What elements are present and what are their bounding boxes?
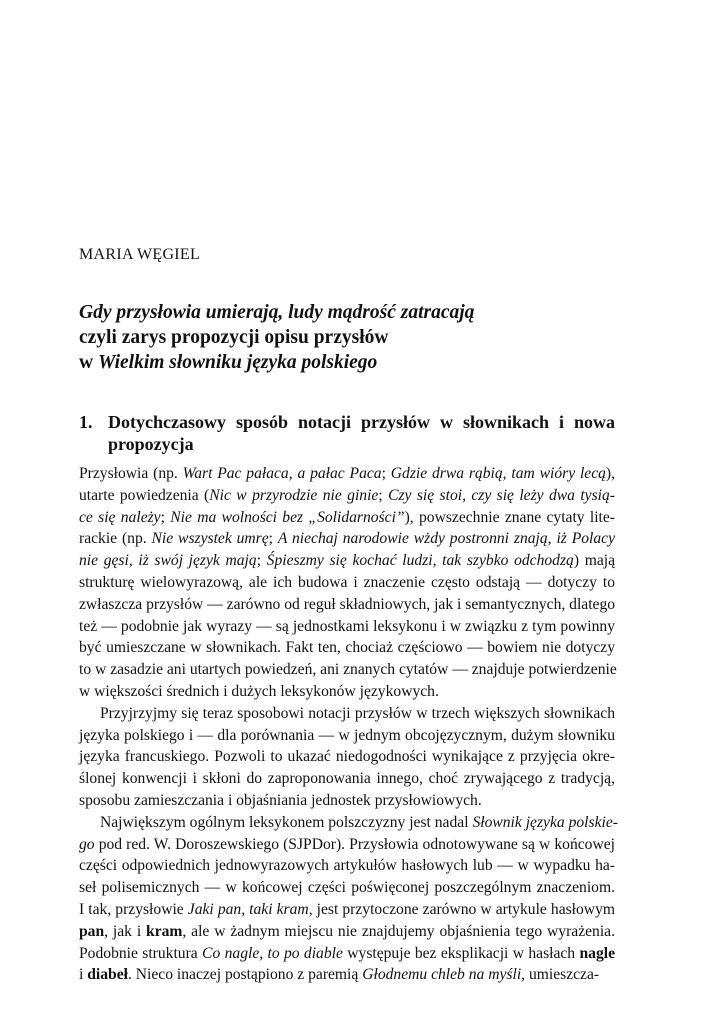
paragraph xyxy=(79,703,615,812)
text-line xyxy=(79,812,618,834)
text-line xyxy=(79,463,615,485)
text-line xyxy=(79,834,615,856)
text-run: Czy się stoi, czy się leży dwa tysią- xyxy=(388,486,615,504)
text-run: Słownik języka polskie- xyxy=(472,813,618,831)
text-run: i xyxy=(79,966,88,984)
text-run: ; xyxy=(378,486,389,504)
text-run: Głodnemu chleb na myśli xyxy=(362,966,522,984)
article-title xyxy=(79,300,615,375)
text-run: , jest przytoczone zarówno w artykule hasłowym xyxy=(308,900,615,918)
text-run: języka francuskiego. Pozwoli to ukazać niedogodności wynikające z przyjęcia okre- xyxy=(79,748,615,766)
text-line xyxy=(79,681,615,703)
text-line xyxy=(79,485,615,507)
section-title: Dotychczasowy sposób notacji przysłów w słownikach i nowa propozycja xyxy=(108,412,615,454)
text-run: w większości średnich i dużych leksykonów językowych. xyxy=(79,682,439,700)
title-line-2: czyli zarys propozycji opisu przysłów xyxy=(79,327,389,348)
text-run: Nie wszystek umrę xyxy=(151,530,269,548)
text-run: rackie (np. xyxy=(79,530,152,548)
text-run: Wart Pac pałaca, a pałac Paca xyxy=(182,465,382,482)
title-line-1: Gdy przysłowia umierają, ludy mądrość zatracają xyxy=(79,302,475,323)
text-run: pan xyxy=(79,922,105,940)
text-run: ce się należy xyxy=(79,508,161,526)
text-run: kram xyxy=(146,922,183,940)
text-line xyxy=(79,616,615,638)
text-line xyxy=(79,921,615,943)
text-run: seł polisemicznych — w końcowej części poświęconej poszczególnym znaczeniom. xyxy=(79,879,615,897)
text-line xyxy=(79,637,615,659)
text-run: to w zasadzie ani utartych powiedzeń, ani znanych cytatów — znajduje potwierdzenie xyxy=(79,661,617,679)
text-line xyxy=(79,703,615,725)
text-run: ), xyxy=(605,465,616,482)
text-run: ; xyxy=(381,465,391,482)
paragraph xyxy=(79,463,615,703)
text-run: Nic w przyrodzie nie ginie xyxy=(209,486,379,504)
title-line-3-prefix: w xyxy=(79,352,98,373)
text-run: I tak, przysłowie xyxy=(79,900,188,918)
text-run: Przysłowia (np. xyxy=(79,465,183,482)
text-run: Gdzie drwa rąbią, tam wióry lecą xyxy=(390,465,606,482)
text-run: nagle xyxy=(579,944,615,962)
text-run: nie gęsi, iż swój język mają xyxy=(79,552,257,570)
text-run: , umieszcza- xyxy=(521,966,600,984)
text-line xyxy=(79,855,615,877)
text-run: diabeł xyxy=(87,966,128,984)
text-run: pod red. W. Doroszewskiego (SJPDor). Przysłowia odnotowywane są w końcowej xyxy=(94,835,615,853)
text-run: ), powszechnie znane cytaty lite- xyxy=(404,508,615,526)
section-number: 1. xyxy=(79,412,93,432)
text-line xyxy=(79,943,615,965)
text-line xyxy=(79,768,615,790)
text-run: Co nagle, to po diable xyxy=(202,944,343,962)
text-run: Jaki pan, taki kram xyxy=(187,900,309,918)
paragraph xyxy=(79,812,618,986)
author-name: MARIA WĘGIEL xyxy=(79,246,201,263)
article-body xyxy=(79,463,618,986)
text-line xyxy=(79,572,615,594)
text-run: ; xyxy=(256,552,267,570)
text-run: sposobu zamieszczania i objaśniania jednostek przysłowiowych. xyxy=(79,791,482,809)
text-line xyxy=(79,550,615,572)
text-line xyxy=(79,725,615,747)
text-run: Śpieszmy się kochać ludzi, tak szybko odchodzą xyxy=(266,552,574,570)
text-run: strukturę wielowyrazową, ale ich budowa i znaczenie często odstają — dotyczy to xyxy=(79,573,615,591)
text-run: utarte powiedzenia ( xyxy=(79,486,210,504)
text-run: , jak i xyxy=(104,922,147,940)
text-line xyxy=(79,594,615,616)
text-line xyxy=(79,659,615,681)
text-run: Przyjrzyjmy się teraz sposobowi notacji przysłów w trzech większych słownikach xyxy=(100,704,615,722)
text-run: ) mają xyxy=(573,552,615,570)
text-run: ślonej konwencji i skłoni do zaproponowania innego, choć zrywającego z tradycją, xyxy=(79,770,615,788)
text-run: , ale w żadnym miejscu nie znajdujemy objaśnienia tego wyrażenia. xyxy=(182,922,615,940)
text-run: języka polskiego i — dla porównania — w jednym obcojęzycznym, dużym słowniku xyxy=(79,726,615,744)
text-run: ; xyxy=(160,508,171,526)
title-line-3-italic: Wielkim słowniku języka polskiego xyxy=(97,352,378,373)
text-run: Podobnie struktura xyxy=(79,944,203,962)
section-heading xyxy=(79,411,615,455)
text-run: zwłaszcza przysłów — zarówno od reguł składniowych, jak i semantycznych, dlatego xyxy=(79,595,616,613)
text-line xyxy=(79,899,615,921)
text-run: Największym ogólnym leksykonem polszczyzny jest nadal xyxy=(100,813,473,831)
title-line-3 xyxy=(79,350,615,375)
text-run: Nie ma wolności bez „Solidarności” xyxy=(170,508,405,526)
text-run: A niechaj narodowie wżdy postronni znają, iż Polacy xyxy=(277,530,616,548)
text-line xyxy=(79,877,615,899)
text-run: ; xyxy=(268,530,278,548)
text-line xyxy=(79,746,615,768)
text-line xyxy=(79,790,615,812)
text-line xyxy=(79,964,615,986)
text-run: być umieszczane w słownikach. Fakt ten, chociaż częściowo — bowiem nie dotyczy xyxy=(79,639,615,657)
text-run: występuje bez eksplikacji w hasłach xyxy=(342,944,580,962)
text-run: też — podobnie jak wyrazy — są jednostkami leksykonu i w związku z tym powinny xyxy=(79,617,615,635)
text-line xyxy=(79,507,615,529)
text-line xyxy=(79,528,615,550)
text-run: części odpowiednich jednowyrazowych artykułów hasłowych lub — w wypadku ha- xyxy=(79,857,615,875)
text-run: . Nieco inaczej postąpiono z paremią xyxy=(127,966,363,984)
text-run: go xyxy=(79,835,95,853)
